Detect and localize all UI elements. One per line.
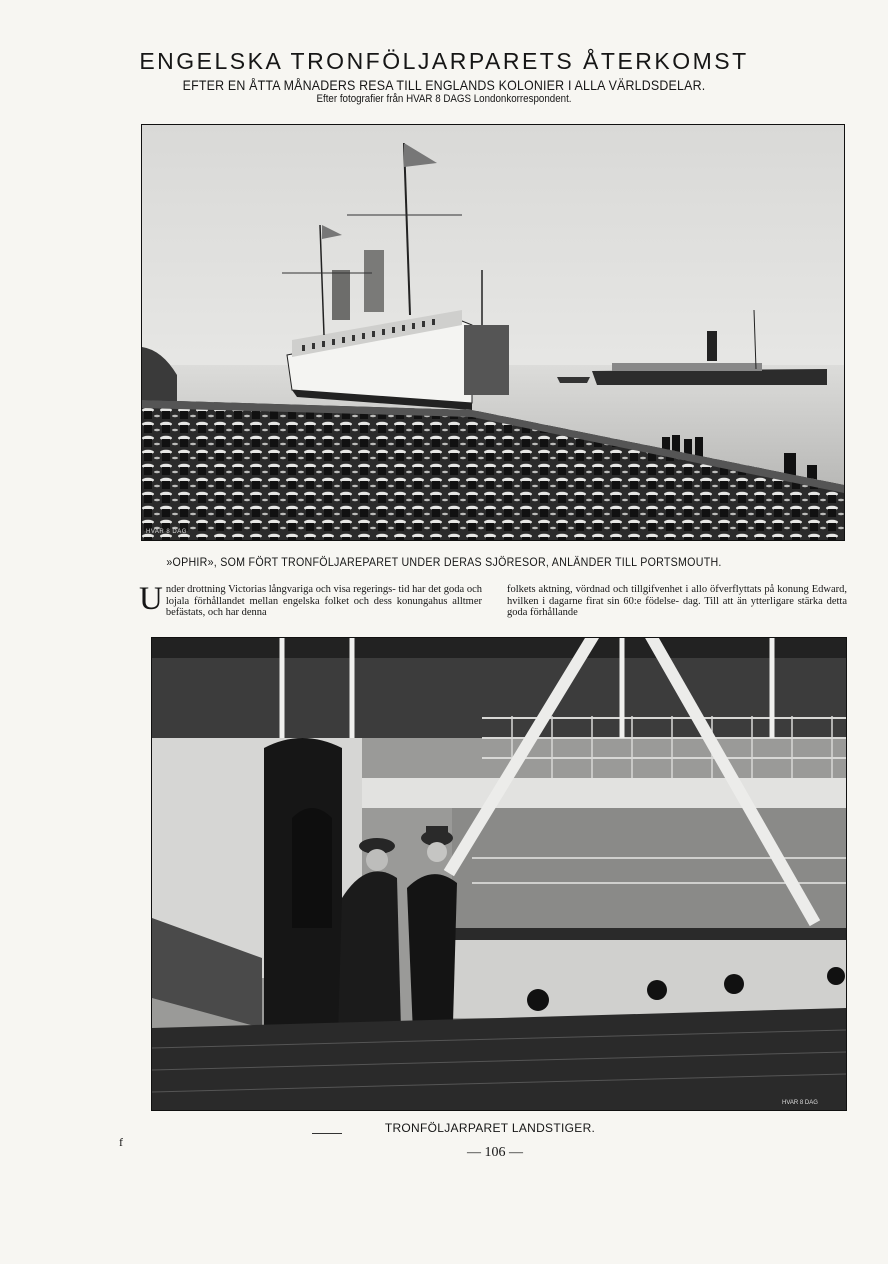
- page-number: — 106 —: [467, 1145, 523, 1160]
- photo-landing-illustration: [152, 638, 846, 1110]
- photo-ophir-illustration: [142, 125, 844, 540]
- stray-mark: f: [119, 1135, 123, 1149]
- article-column-1: [139, 581, 482, 619]
- page-subtitle: EFTER EN ÅTTA MÅNADERS RESA TILL ENGLANDS KOLONIER I ALLA VÄRLDSDELAR.: [182, 77, 706, 93]
- caption-rule: [312, 1133, 342, 1134]
- article-column-2: [507, 584, 847, 619]
- photo-credit: Efter fotografier från HVAR 8 DAGS Londonkorrespondent.: [316, 93, 572, 105]
- drop-cap: U: [139, 581, 163, 617]
- article-text-col1: nder drottning Victorias långvariga och visa regerings- tid har det goda och lojala förhållandet mellan engelska folket och dess konungahus alltmer befästats, och har denna: [165, 584, 482, 618]
- photo1-caption: »OPHIR», SOM FÖRT TRONFÖLJAREPARET UNDER DERAS SJÖRESOR, ANLÄNDER TILL PORTSMOUTH.: [166, 555, 722, 569]
- page-title: ENGELSKA TRONFÖLJARPARETS ÅTERKOMST: [139, 48, 749, 74]
- article-text-col2: folkets aktning, vördnad och tillgifvenhet i allo öfverflyttats på konung Edward, hvilken i dagarne firat sin 60:e födelse- dag. Till att än ytterligare stärka detta goda förhållande: [507, 584, 847, 618]
- photo-couple-landing: [151, 637, 847, 1111]
- photo2-watermark: HVAR 8 DAG: [782, 1100, 818, 1106]
- photo2-caption: TRONFÖLJARPARET LANDSTIGER.: [384, 1121, 596, 1135]
- photo-ophir-arriving: [141, 124, 845, 541]
- photo1-watermark: HVAR 8 DAG: [146, 529, 187, 535]
